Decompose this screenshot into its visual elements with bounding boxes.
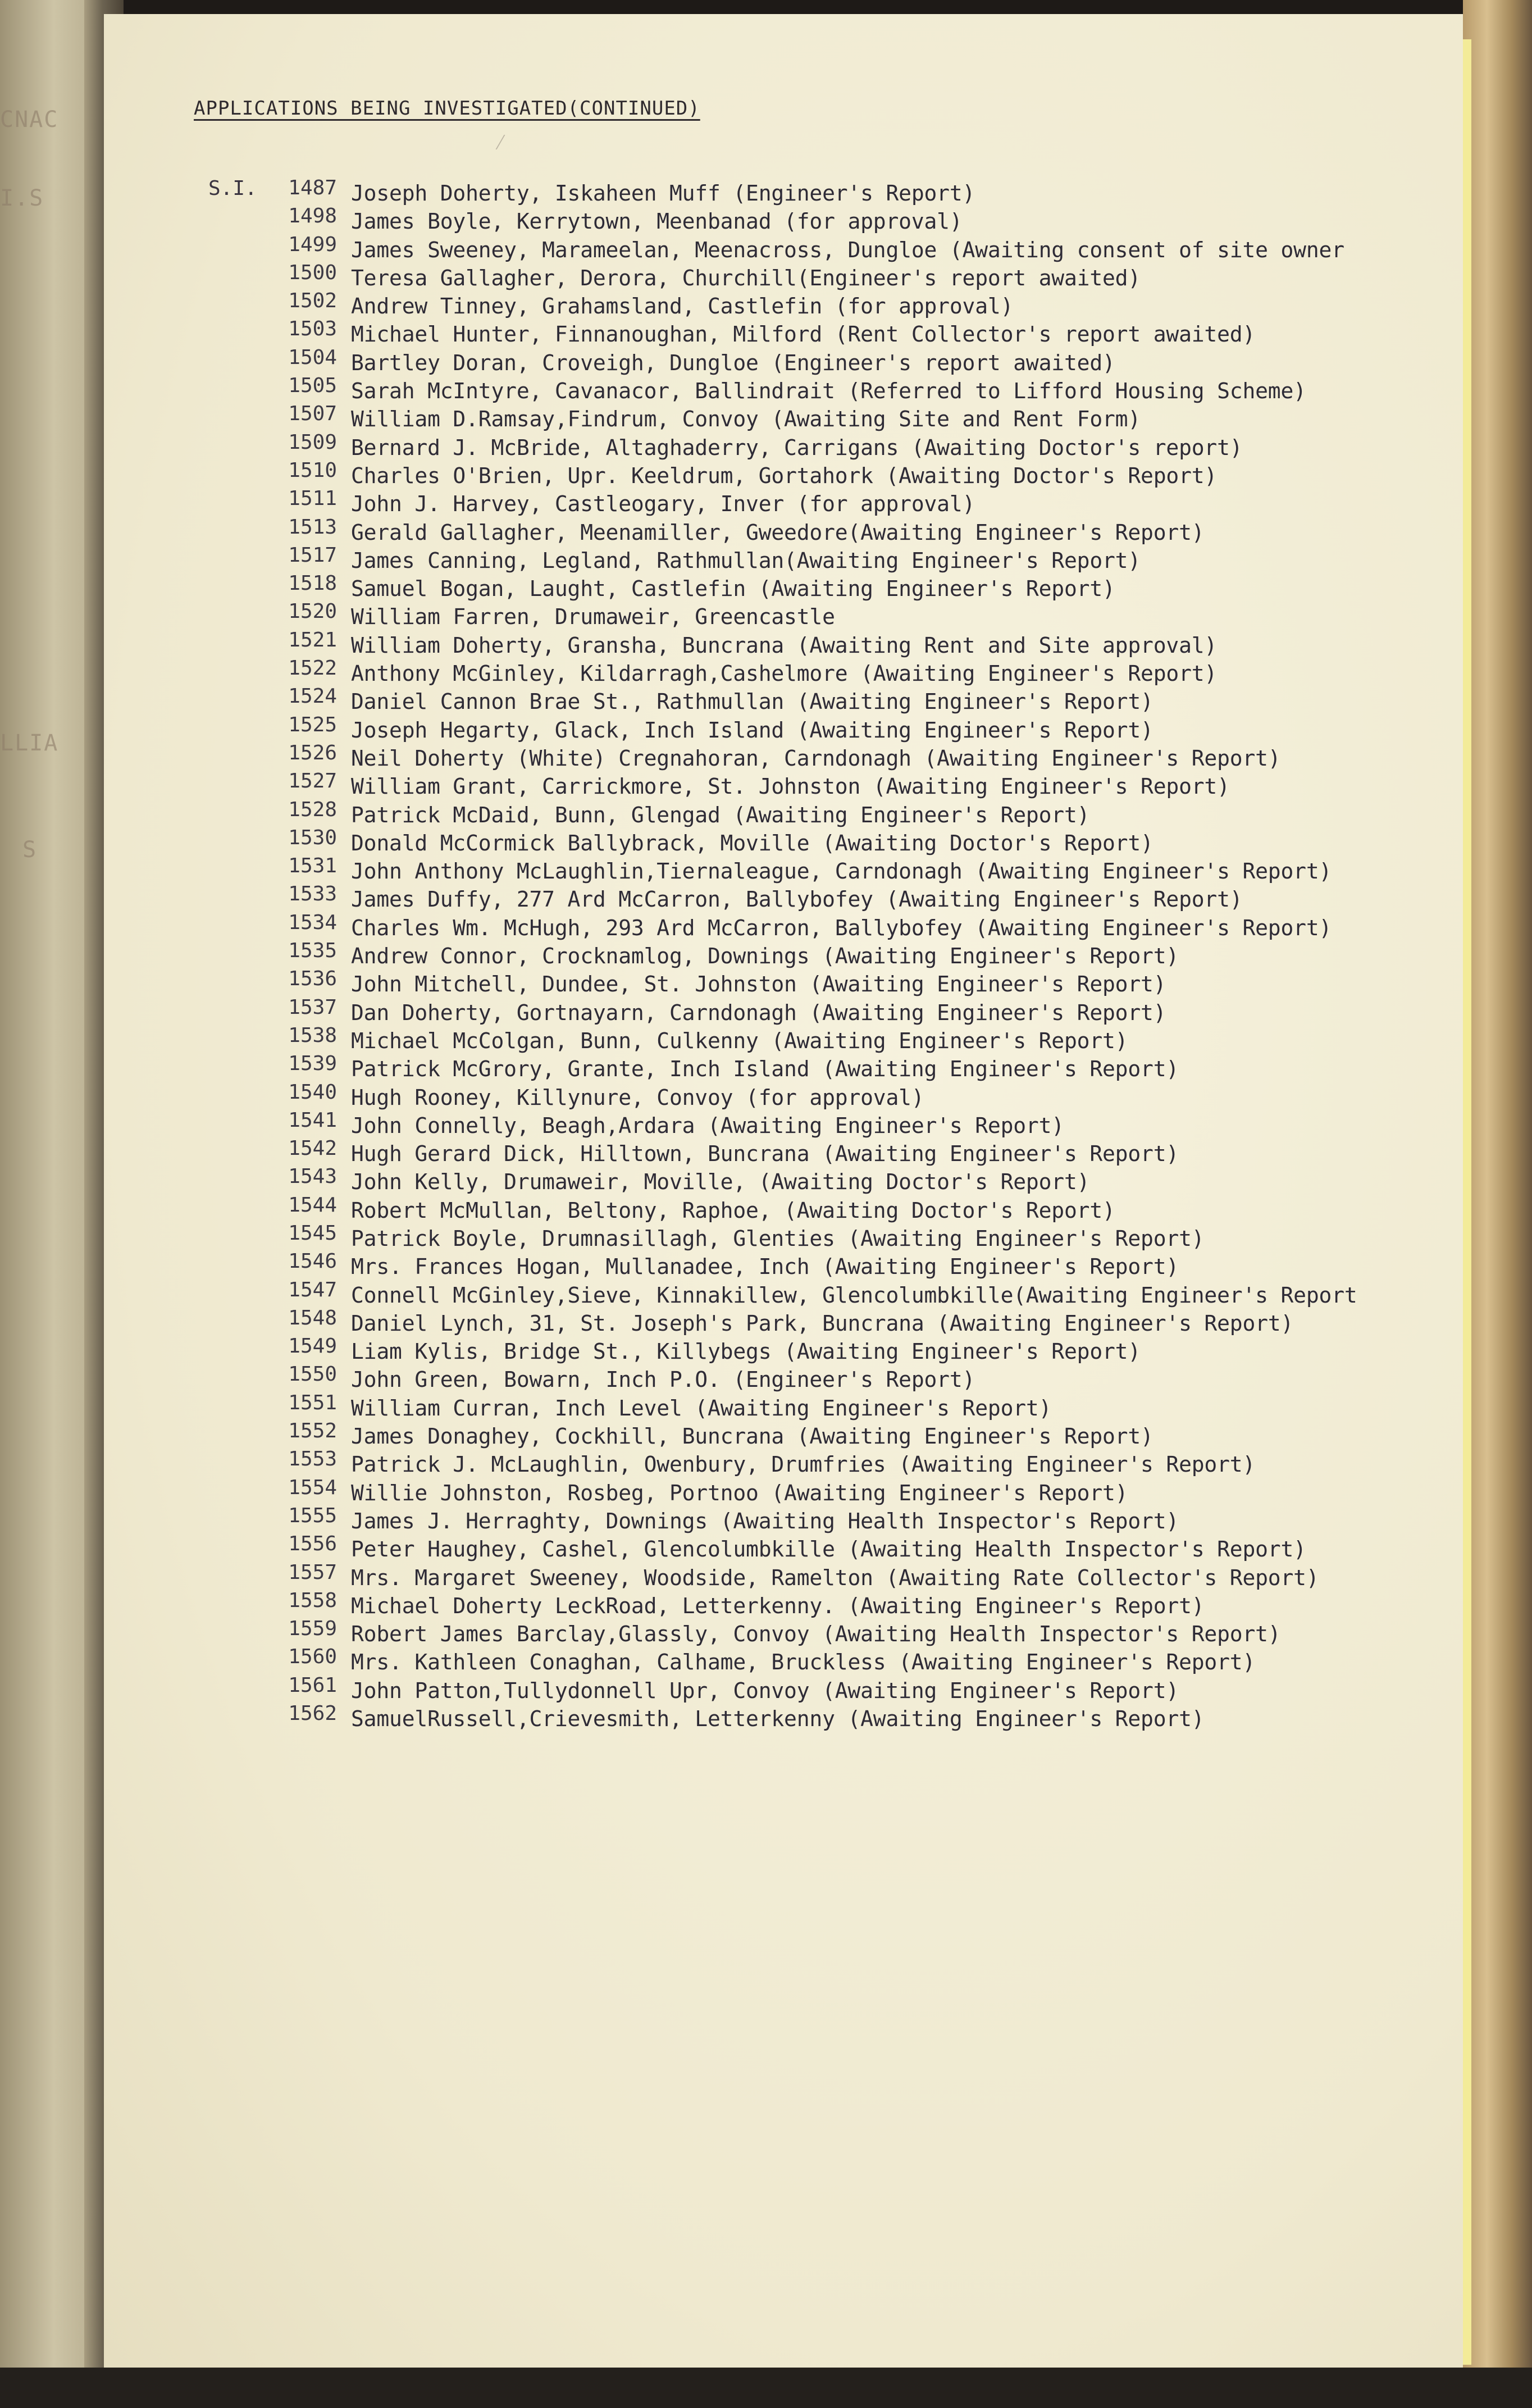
- application-number: 1521: [288, 628, 337, 652]
- application-number: 1545: [288, 1221, 337, 1245]
- application-details: Patrick Boyle, Drumnasillagh, Glenties (Awaiting Engineer's Report): [351, 1226, 1205, 1251]
- application-number: 1509: [288, 430, 337, 454]
- application-number: 1535: [288, 939, 337, 963]
- application-details: William Farren, Drumaweir, Greencastle: [351, 604, 835, 630]
- application-number: 1539: [288, 1052, 337, 1076]
- application-number: 1510: [288, 458, 337, 482]
- application-number: 1517: [288, 543, 337, 567]
- application-number: 1522: [288, 657, 337, 680]
- application-details: Patrick J. McLaughlin, Owenbury, Drumfries (Awaiting Engineer's Report): [351, 1452, 1256, 1477]
- application-details: Michael Hunter, Finnanoughan, Milford (Rent Collector's report awaited): [351, 322, 1256, 347]
- application-number: 1546: [288, 1250, 337, 1273]
- application-details: James Duffy, 277 Ard McCarron, Ballybofey (Awaiting Engineer's Report): [351, 887, 1243, 912]
- application-number: 1505: [288, 374, 337, 398]
- application-details: James Canning, Legland, Rathmullan(Awaiting Engineer's Report): [351, 548, 1141, 573]
- application-number: 1551: [288, 1391, 337, 1414]
- application-details: John Connelly, Beagh,Ardara (Awaiting Engineer's Report): [351, 1113, 1064, 1138]
- application-number: 1504: [288, 345, 337, 369]
- application-number: 1530: [288, 826, 337, 849]
- application-details: James Sweeney, Marameelan, Meenacross, Dungloe (Awaiting consent of site owner: [351, 237, 1344, 262]
- application-details: Anthony McGinley, Kildarragh,Cashelmore (Awaiting Engineer's Report): [351, 661, 1218, 686]
- application-details: William D.Ramsay,Findrum, Convoy (Awaiting Site and Rent Form): [351, 407, 1141, 432]
- application-details: Daniel Cannon Brae St., Rathmullan (Awaiting Engineer's Report): [351, 689, 1153, 714]
- application-details: Michael McColgan, Bunn, Culkenny (Awaiting Engineer's Report): [351, 1028, 1128, 1053]
- application-details: Liam Kylis, Bridge St., Killybegs (Awaiting Engineer's Report): [351, 1339, 1141, 1364]
- application-details: Hugh Rooney, Killynure, Convoy (for approval): [351, 1085, 924, 1110]
- application-number: 1507: [288, 402, 337, 426]
- application-number: 1520: [288, 600, 337, 623]
- application-details: Patrick McGrory, Grante, Inch Island (Awaiting Engineer's Report): [351, 1057, 1179, 1082]
- application-details: Willie Johnston, Rosbeg, Portnoo (Awaiting Engineer's Report): [351, 1480, 1128, 1505]
- application-number: 1554: [288, 1476, 337, 1499]
- application-details: Dan Doherty, Gortnayarn, Carndonagh (Awaiting Engineer's Report): [351, 1000, 1166, 1025]
- application-number: 1524: [288, 685, 337, 708]
- application-number: 1527: [288, 770, 337, 793]
- application-details: Andrew Tinney, Grahamsland, Castlefin (for approval): [351, 294, 1014, 319]
- application-details: Bernard J. McBride, Altaghaderry, Carrigans (Awaiting Doctor's report): [351, 435, 1243, 460]
- application-details: Andrew Connor, Crocknamlog, Downings (Awaiting Engineer's Report): [351, 944, 1179, 969]
- application-details: Neil Doherty (White) Cregnahoran, Carndonagh (Awaiting Engineer's Report): [351, 745, 1281, 771]
- application-number: 1500: [288, 261, 337, 284]
- left-page-fragment: CNAC: [0, 107, 59, 133]
- application-number: 1547: [288, 1278, 337, 1301]
- application-number: 1556: [288, 1532, 337, 1556]
- application-number: 1541: [288, 1108, 337, 1132]
- application-details: James Boyle, Kerrytown, Meenbanad (for approval): [351, 209, 963, 234]
- application-number: 1487: [288, 176, 337, 199]
- application-details: Charles O'Brien, Upr. Keeldrum, Gortahork (Awaiting Doctor's Report): [351, 463, 1218, 488]
- application-details: Connell McGinley,Sieve, Kinnakillew, Glencolumbkille(Awaiting Engineer's Report: [351, 1282, 1357, 1308]
- application-details: Samuel Bogan, Laught, Castlefin (Awaiting Engineer's Report): [351, 576, 1115, 602]
- page-edges: [1463, 0, 1532, 2408]
- application-details: John Kelly, Drumaweir, Moville, (Awaiting Doctor's Report): [351, 1169, 1090, 1195]
- left-facing-page: [0, 0, 98, 2408]
- application-number: 1518: [288, 572, 337, 595]
- application-details: William Doherty, Gransha, Buncrana (Awaiting Rent and Site approval): [351, 632, 1218, 658]
- application-details: Charles Wm. McHugh, 293 Ard McCarron, Ballybofey (Awaiting Engineer's Report): [351, 915, 1332, 940]
- application-details: Patrick McDaid, Bunn, Glengad (Awaiting Engineer's Report): [351, 802, 1090, 827]
- application-details: Robert James Barclay,Glassly, Convoy (Awaiting Health Inspector's Report): [351, 1622, 1281, 1647]
- application-number: 1498: [288, 204, 337, 228]
- application-number: 1526: [288, 741, 337, 764]
- application-details: James J. Herraghty, Downings (Awaiting Health Inspector's Report): [351, 1508, 1179, 1533]
- document-page: [104, 14, 1463, 2368]
- application-number: 1538: [288, 1023, 337, 1047]
- application-details: John J. Harvey, Castleogary, Inver (for approval): [351, 491, 975, 517]
- application-details: Sarah McIntyre, Cavanacor, Ballindrait (Referred to Lifford Housing Scheme): [351, 379, 1306, 404]
- application-details: Joseph Doherty, Iskaheen Muff (Engineer's Report): [351, 181, 975, 206]
- left-page-fragment: S: [22, 837, 38, 863]
- application-number: 1528: [288, 798, 337, 821]
- application-details: Bartley Doran, Croveigh, Dungloe (Engineer's report awaited): [351, 350, 1115, 375]
- application-number: 1534: [288, 911, 337, 934]
- application-number: 1548: [288, 1306, 337, 1330]
- application-number: 1536: [288, 967, 337, 991]
- application-number: 1503: [288, 317, 337, 341]
- pencil-mark: [495, 135, 516, 149]
- application-details: James Donaghey, Cockhill, Buncrana (Awaiting Engineer's Report): [351, 1424, 1153, 1449]
- page-heading: APPLICATIONS BEING INVESTIGATED(CONTINUED): [194, 97, 700, 120]
- application-details: SamuelRussell,Crievesmith, Letterkenny (Awaiting Engineer's Report): [351, 1706, 1205, 1732]
- application-number: 1559: [288, 1617, 337, 1641]
- application-number: 1544: [288, 1193, 337, 1217]
- application-entry: [104, 1702, 1463, 1735]
- application-number: 1560: [288, 1645, 337, 1669]
- section-prefix: S.I.: [208, 177, 257, 200]
- application-details: Donald McCormick Ballybrack, Moville (Awaiting Doctor's Report): [351, 830, 1153, 855]
- application-number: 1540: [288, 1080, 337, 1104]
- application-details: Teresa Gallagher, Derora, Churchill(Engineer's report awaited): [351, 265, 1141, 290]
- application-number: 1499: [288, 233, 337, 256]
- application-number: 1502: [288, 289, 337, 313]
- application-details: John Mitchell, Dundee, St. Johnston (Awaiting Engineer's Report): [351, 972, 1166, 997]
- left-page-fragment: I.S: [0, 185, 44, 211]
- application-details: Gerald Gallagher, Meenamiller, Gweedore(Awaiting Engineer's Report): [351, 520, 1205, 545]
- application-number: 1553: [288, 1447, 337, 1471]
- application-number: 1549: [288, 1335, 337, 1358]
- application-details: Mrs. Frances Hogan, Mullanadee, Inch (Awaiting Engineer's Report): [351, 1254, 1179, 1280]
- application-number: 1552: [288, 1419, 337, 1443]
- application-details: Mrs. Kathleen Conaghan, Calhame, Bruckless (Awaiting Engineer's Report): [351, 1650, 1256, 1675]
- application-number: 1561: [288, 1673, 337, 1697]
- application-details: William Curran, Inch Level (Awaiting Engineer's Report): [351, 1395, 1052, 1421]
- application-details: Robert McMullan, Beltony, Raphoe, (Awaiting Doctor's Report): [351, 1198, 1115, 1223]
- application-details: Daniel Lynch, 31, St. Joseph's Park, Buncrana (Awaiting Engineer's Report): [351, 1310, 1294, 1336]
- application-details: John Green, Bowarn, Inch P.O. (Engineer's Report): [351, 1367, 975, 1392]
- application-number: 1555: [288, 1504, 337, 1527]
- left-page-fragment: LLIA: [0, 730, 59, 756]
- application-number: 1533: [288, 882, 337, 906]
- application-number: 1562: [288, 1702, 337, 1726]
- application-number: 1542: [288, 1137, 337, 1160]
- application-number: 1531: [288, 854, 337, 878]
- application-details: John Anthony McLaughlin,Tiernaleague, Carndonagh (Awaiting Engineer's Report): [351, 859, 1332, 884]
- application-number: 1557: [288, 1560, 337, 1584]
- application-details: John Patton,Tullydonnell Upr, Convoy (Awaiting Engineer's Report): [351, 1678, 1179, 1703]
- application-number: 1558: [288, 1588, 337, 1612]
- application-number: 1513: [288, 515, 337, 539]
- application-number: 1525: [288, 713, 337, 736]
- application-details: Peter Haughey, Cashel, Glencolumbkille (Awaiting Health Inspector's Report): [351, 1537, 1306, 1562]
- scan-bottom-border: [0, 2368, 1532, 2408]
- application-details: Hugh Gerard Dick, Hilltown, Buncrana (Awaiting Engineer's Report): [351, 1141, 1179, 1167]
- application-number: 1511: [288, 487, 337, 511]
- application-number: 1537: [288, 995, 337, 1019]
- application-number: 1550: [288, 1363, 337, 1386]
- application-details: Michael Doherty LeckRoad, Letterkenny. (Awaiting Engineer's Report): [351, 1593, 1205, 1618]
- application-number: 1543: [288, 1165, 337, 1189]
- applications-list: [104, 176, 1463, 1735]
- application-details: Joseph Hegarty, Glack, Inch Island (Awaiting Engineer's Report): [351, 717, 1153, 743]
- application-details: Mrs. Margaret Sweeney, Woodside, Ramelton (Awaiting Rate Collector's Report): [351, 1565, 1319, 1590]
- application-details: William Grant, Carrickmore, St. Johnston (Awaiting Engineer's Report): [351, 774, 1230, 799]
